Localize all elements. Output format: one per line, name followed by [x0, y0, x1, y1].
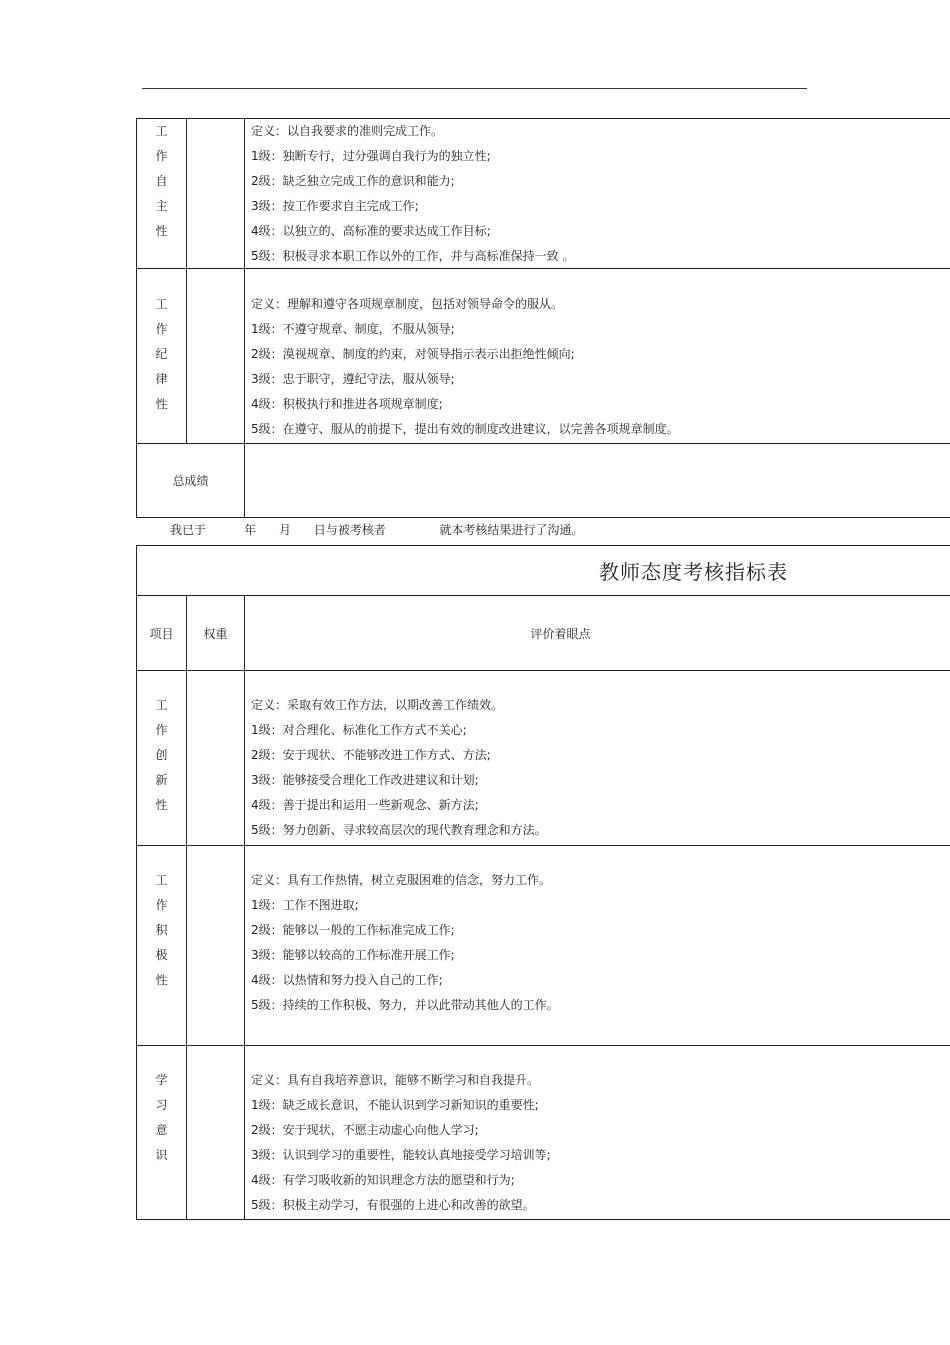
- item-char: 性: [155, 973, 168, 987]
- weight-cell[interactable]: [187, 119, 245, 269]
- item-cell: [137, 119, 187, 269]
- item-char: 积: [155, 923, 168, 937]
- table-title: 教师态度考核指标表: [599, 560, 788, 584]
- level-line: 3级：能够接受合理化工作改进建议和计划;: [251, 773, 479, 787]
- total-row: [137, 444, 950, 518]
- title-row: [137, 546, 950, 596]
- criteria-cell: [245, 269, 950, 444]
- header-item: 项目: [137, 596, 187, 671]
- item-char: 工: [155, 698, 168, 712]
- definition-line: 定义：采取有效工作方法，以期改善工作绩效。: [251, 698, 504, 712]
- item-cell: [137, 846, 187, 1046]
- level-line: 3级：能够以较高的工作标准开展工作;: [251, 948, 455, 962]
- item-char: 作: [155, 898, 168, 912]
- header-row: [137, 596, 950, 671]
- item-char: 律: [155, 372, 168, 386]
- criteria-cell: [245, 846, 950, 1046]
- item-char: 纪: [155, 347, 168, 361]
- weight-cell[interactable]: [187, 846, 245, 1046]
- level-line: 3级：按工作要求自主完成工作;: [251, 199, 419, 213]
- level-line: 3级：忠于职守，遵纪守法，服从领导;: [251, 372, 455, 386]
- level-line: 2级：安于现状，不愿主动虚心向他人学习;: [251, 1123, 479, 1137]
- item-char: 新: [155, 773, 168, 787]
- level-line: 1级：缺乏成长意识，不能认识到学习新知识的重要性;: [251, 1098, 539, 1112]
- table-row: [137, 269, 950, 444]
- level-line: 5级：在遵守、服从的前提下，提出有效的制度改进建议，以完善各项规章制度。: [251, 422, 679, 436]
- level-line: 1级：工作不图进取;: [251, 898, 359, 912]
- weight-cell[interactable]: [187, 671, 245, 846]
- level-line: 1级：对合理化、标准化工作方式不关心;: [251, 723, 467, 737]
- communication-statement: 我已于 年 月 日与被考核者 就本考核结果进行了沟通。: [170, 523, 584, 537]
- definition-line: 定义：以自我要求的准则完成工作。: [251, 124, 444, 138]
- level-line: 4级：善于提出和运用一些新观念、新方法;: [251, 798, 479, 812]
- item-char: 主: [155, 199, 168, 213]
- item-char: 识: [155, 1148, 168, 1162]
- criteria-cell: [245, 671, 950, 846]
- item-char: 工: [155, 124, 168, 138]
- item-char: 工: [155, 297, 168, 311]
- item-char: 创: [155, 748, 168, 762]
- criteria-cell: [245, 119, 950, 269]
- level-line: 2级：漠视规章、制度的约束，对领导指示表示出拒绝性倾向;: [251, 347, 575, 361]
- level-line: 5级：持续的工作积极、努力，并以此带动其他人的工作。: [251, 998, 559, 1012]
- level-line: 3级：认识到学习的重要性，能较认真地接受学习培训等;: [251, 1148, 551, 1162]
- definition-line: 定义：具有工作热情，树立克服困难的信念，努力工作。: [251, 873, 552, 887]
- total-label: 总成绩: [137, 444, 245, 518]
- item-char: 极: [155, 948, 168, 962]
- item-char: 性: [155, 798, 168, 812]
- item-char: 作: [155, 322, 168, 336]
- definition-line: 定义：具有自我培养意识，能够不断学习和自我提升。: [251, 1073, 540, 1087]
- top-table: [136, 118, 950, 518]
- level-line: 1级：不遵守规章、制度，不服从领导;: [251, 322, 455, 336]
- item-cell: [137, 269, 187, 444]
- item-char: 作: [155, 723, 168, 737]
- table-row: [137, 119, 950, 269]
- item-cell: [137, 1046, 187, 1220]
- item-char: 意: [155, 1123, 168, 1137]
- header-weight: 权重: [187, 596, 245, 671]
- level-line: 5级：积极寻求本职工作以外的工作，并与高标准保持一致 。: [251, 249, 575, 263]
- level-line: 4级：有学习吸收新的知识理念方法的愿望和行为;: [251, 1173, 515, 1187]
- level-line: 4级：积极执行和推进各项规章制度;: [251, 397, 443, 411]
- table-row: [137, 846, 950, 1046]
- attitude-table: [136, 545, 950, 1220]
- weight-cell[interactable]: [187, 269, 245, 444]
- level-line: 4级：以独立的、高标准的要求达成工作目标;: [251, 224, 491, 238]
- item-char: 习: [155, 1098, 168, 1112]
- level-line: 5级：努力创新、寻求较高层次的现代教育理念和方法。: [251, 823, 547, 837]
- weight-cell[interactable]: [187, 1046, 245, 1220]
- item-cell: [137, 671, 187, 846]
- level-line: 4级：以热情和努力投入自己的工作;: [251, 973, 443, 987]
- level-line: 5级：积极主动学习，有很强的上进心和改善的欲望。: [251, 1198, 535, 1212]
- table-row: [137, 671, 950, 846]
- level-line: 1级：独断专行，过分强调自我行为的独立性;: [251, 149, 491, 163]
- total-score-cell[interactable]: [245, 444, 950, 518]
- definition-line: 定义：理解和遵守各项规章制度，包括对领导命令的服从。: [251, 297, 564, 311]
- table-row: [137, 1046, 950, 1220]
- level-line: 2级：安于现状、不能够改进工作方式、方法;: [251, 748, 491, 762]
- item-char: 性: [155, 397, 168, 411]
- item-char: 自: [155, 174, 168, 188]
- level-line: 2级：能够以一般的工作标准完成工作;: [251, 923, 455, 937]
- item-char: 作: [155, 149, 168, 163]
- item-char: 工: [155, 873, 168, 887]
- item-char: 学: [155, 1073, 168, 1087]
- item-char: 性: [155, 224, 168, 238]
- header-rule: [142, 88, 807, 89]
- level-line: 2级：缺乏独立完成工作的意识和能力;: [251, 174, 455, 188]
- header-points: 评价着眼点: [245, 596, 950, 671]
- criteria-cell: [245, 1046, 950, 1220]
